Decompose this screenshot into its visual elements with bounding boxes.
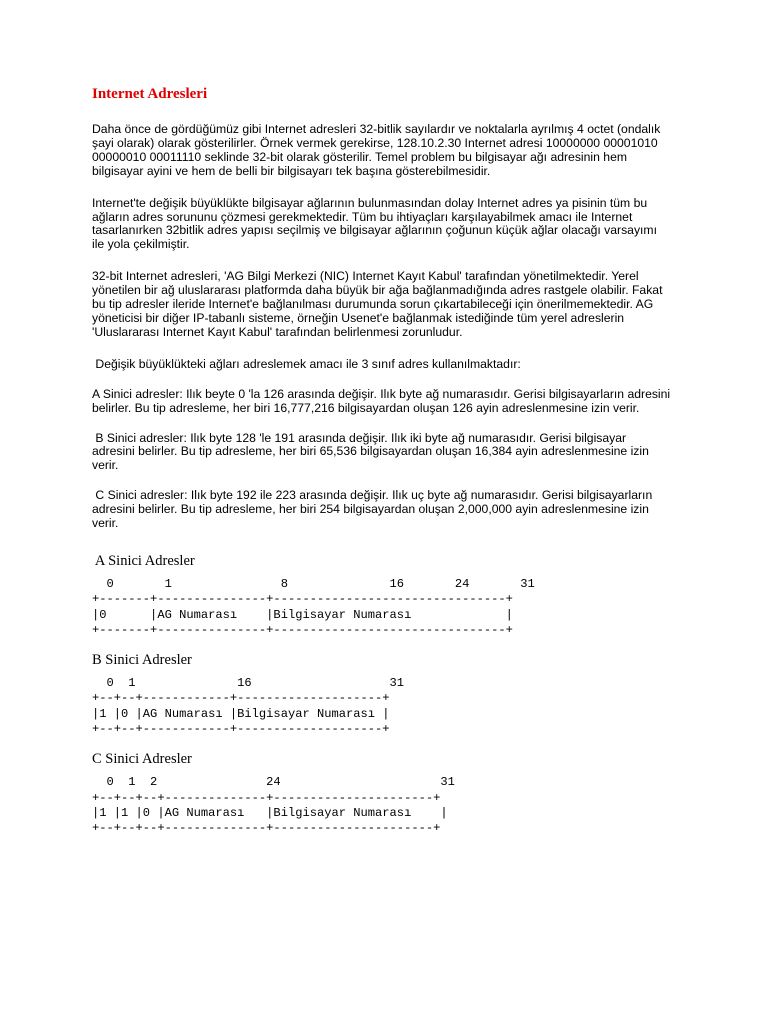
paragraph-address-size: Internet'te değişik büyüklükte bilgisayar ağlarının bulunmasından dolay Internet adres ya pisinin tüm bu ağların adres sorununu çözmesi gerekmektedir. Tüm bu ihtiyaçları karşılayabilmek amacı ile Internet tasarlanırken 32bitlik adres yapısı seçilmiş ve bilgisayar ağlarının çoğunun küçük ağlar olacağı varsayımı ile yola çekilmiştir. xyxy=(92,195,661,252)
class-b-diagram: 0 1 16 31 +--+--+------------+--------------------+ |1 |0 |AG Numarası |Bilgisayar Numarası | +--+--+------------+--------------------+ xyxy=(92,676,405,737)
class-a-heading: A Sinici Adresler xyxy=(92,552,195,569)
page-title: Internet Adresleri xyxy=(92,86,208,102)
class-b-section xyxy=(92,652,672,737)
class-a-section xyxy=(92,553,672,638)
paragraph-intro: Daha önce de gördüğümüz gibi Internet adresleri 32-bitlik sayılardır ve noktalarla ayrılmış 4 octet (ondalık şayi olarak) olarak gösterilirler. Örnek vermek gerekirse, 128.10.2.30 Internet adresi 10000000 00001010 00000010 00011110 seklinde 32-bit olarak gösterilir. Temel problem bu bilgisayar ağı adresinin hem bilgisayar ayini ve hem de belli bir bilgisayarı tek başına gösterebilmesidir. xyxy=(92,122,664,178)
paragraph-class-c: C Sinici adresler: Ilık byte 192 ile 223 arasında değişir. Ilık uç byte ağ numarasıdır. Gerisi bilgisayarların adresini belirler. Bu tip adresleme, her biri 254 bilgisayardan oluşan 2,000,000 ayin adreslenmesine izin verir. xyxy=(92,488,656,531)
document-page xyxy=(92,85,672,837)
class-c-section xyxy=(92,751,672,836)
paragraph-nic: 32-bit Internet adresleri, 'AG Bilgi Merkezi (NIC) Internet Kayıt Kabul' tarafından yönetilmektedir. Yerel yönetilen bir ağ uluslararası platformda daha büyük bir ağa bağlanmadığında adres rastgele olabilir. Fakat bu tip adresler ileride Internet'e bağlanılması durumunda sorun çıkartabileceği için önerilmemektedir. AG yöneticisi bir diğer IP-tabanlı sisteme, örneğin Usenet'e bağlanmak istediğinde tüm yerel adreslerin 'Uluslararası Internet Kayıt Kabul' tarafından belirlenmesi zorunludur. xyxy=(92,269,666,339)
paragraph-class-b: B Sinici adresler: Ilık byte 128 'le 191 arasında değişir. Ilık iki byte ağ numarasıdır. Gerisi bilgisayar adresini belirler. Bu tip adresleme, her biri 65,536 bilgisayardan oluşan 16,384 ayin adreslenmesine izin verir. xyxy=(92,430,653,473)
class-c-diagram: 0 1 2 24 31 +--+--+--+--------------+----------------------+ |1 |1 |0 |AG Numarası |Bilgisayar Numarası | +--+--+--+--------------+----------------------+ xyxy=(92,775,455,836)
paragraph-classes-intro: Değişik büyüklükteki ağları adreslemek amacı ile 3 sınıf adres kullanılmaktadır: xyxy=(92,356,521,371)
paragraph-class-a: A Sinici adresler: Ilık beyte 0 'la 126 arasında değişir. Ilık byte ağ numarasıdır. Gerisi bilgisayarların adresini belirler. Bu tip adresleme, her biri 16,777,216 bilgisayardan oluşan 126 ayin adreslenmesine izin verir. xyxy=(92,386,674,415)
class-b-heading: B Sinici Adresler xyxy=(92,652,192,669)
class-a-diagram: 0 1 8 16 24 31 +-------+---------------+--------------------------------+ |0 |AG Numarası |Bilgisayar Numarası | +-------+---------------+--------------------------------+ xyxy=(92,576,535,637)
class-c-heading: C Sinici Adresler xyxy=(92,751,192,768)
